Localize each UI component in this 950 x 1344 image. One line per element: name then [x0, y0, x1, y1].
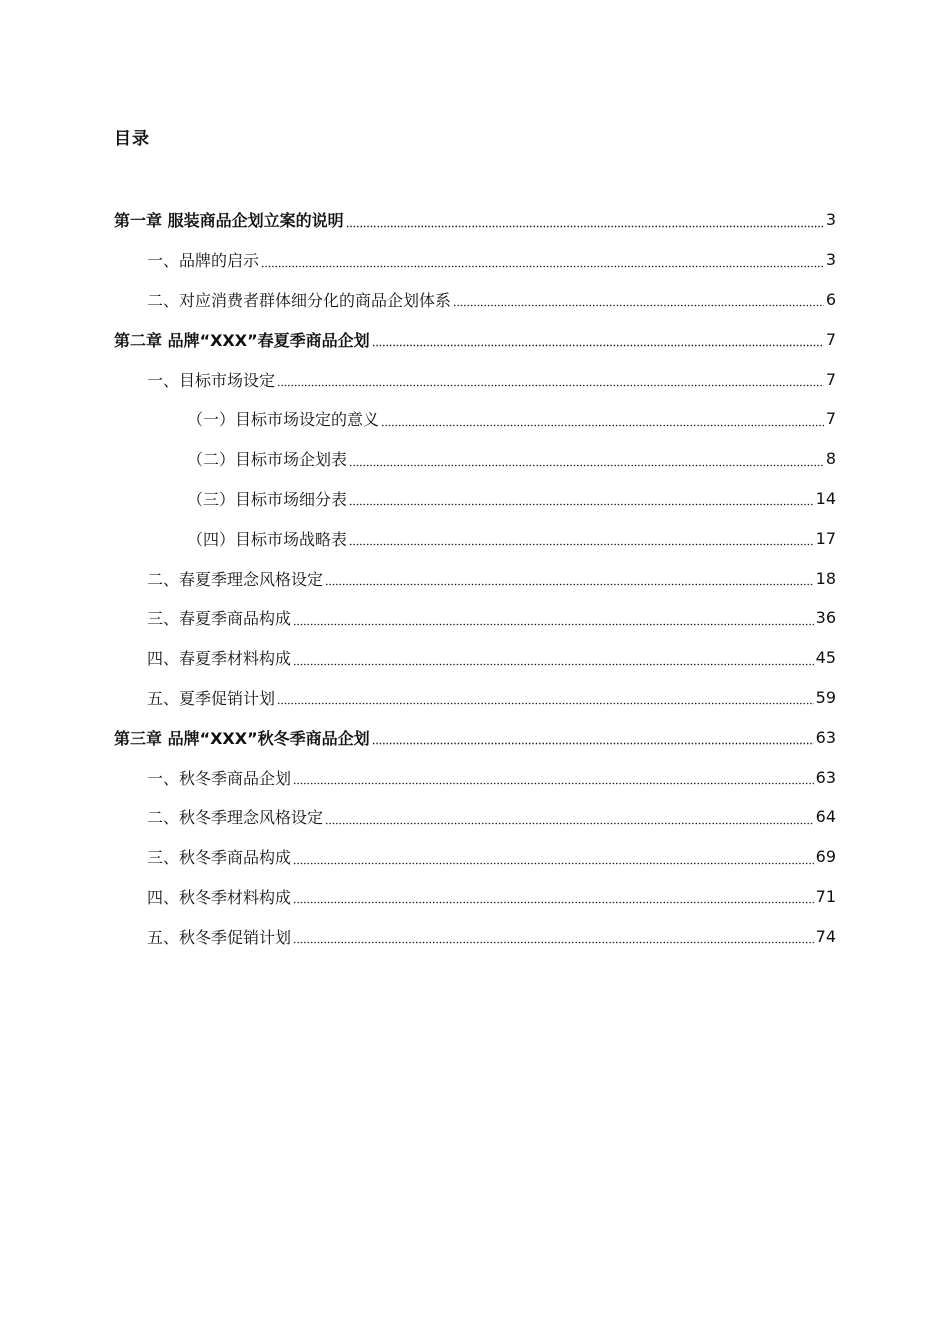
toc-entry-label: 二、对应消费者群体细分化的商品企划体系	[147, 290, 452, 310]
toc-entry-label: （二）目标市场企划表	[187, 450, 348, 470]
toc-entry-label: （一）目标市场设定的意义	[187, 410, 380, 430]
toc-entry-page-number: 3	[825, 250, 836, 270]
toc-entry[interactable]	[0, 359, 950, 399]
toc-entry-page-number: 74	[815, 926, 836, 946]
toc-entry-page-number: 6	[825, 289, 836, 309]
toc-dot-leader	[381, 415, 824, 427]
toc-dot-leader	[277, 693, 814, 705]
toc-entry[interactable]	[0, 200, 950, 240]
toc-entry-page-number: 45	[815, 648, 836, 668]
toc-entry[interactable]	[0, 678, 950, 718]
toc-entry-label: 二、秋冬季理念风格设定	[147, 808, 324, 828]
toc-entry[interactable]	[0, 558, 950, 598]
toc-entry-label: 五、夏季促销计划	[147, 688, 276, 708]
toc-entry-page-number: 59	[815, 687, 836, 707]
toc-entry[interactable]	[0, 240, 950, 280]
toc-entry[interactable]	[0, 837, 950, 877]
toc-entry-page-number: 64	[815, 807, 836, 827]
toc-dot-leader	[349, 534, 814, 546]
toc-entry-label: 三、春夏季商品构成	[147, 609, 292, 629]
toc-entry[interactable]	[0, 757, 950, 797]
toc-entry-label: 一、目标市场设定	[147, 370, 276, 390]
toc-entry-page-number: 18	[815, 568, 836, 588]
toc-dot-leader	[293, 773, 814, 785]
toc-dot-leader	[277, 375, 824, 387]
toc-dot-leader	[325, 813, 814, 825]
toc-entry[interactable]	[0, 399, 950, 439]
toc-dot-leader	[349, 455, 824, 467]
toc-entry-page-number: 8	[825, 449, 836, 469]
toc-entry[interactable]	[0, 280, 950, 320]
toc-dot-leader	[293, 892, 814, 904]
toc-dot-leader	[349, 494, 814, 506]
toc-entry-label: 一、品牌的启示	[147, 251, 260, 271]
toc-entry[interactable]	[0, 598, 950, 638]
toc-entry-label: 四、春夏季材料构成	[147, 649, 292, 669]
toc-entry-page-number: 63	[815, 727, 836, 747]
toc-entry-label: （四）目标市场战略表	[187, 529, 348, 549]
toc-entry-label: 第三章 品牌“XXX”秋冬季商品企划	[114, 728, 370, 748]
toc-entry[interactable]	[0, 638, 950, 678]
toc-entry[interactable]	[0, 518, 950, 558]
toc-dot-leader	[293, 614, 814, 626]
toc-entry-label: 一、秋冬季商品企划	[147, 768, 292, 788]
toc-entry-page-number: 3	[825, 210, 836, 230]
toc-entry-page-number: 69	[815, 847, 836, 867]
toc-dot-leader	[293, 932, 814, 944]
toc-entry-label: （三）目标市场细分表	[187, 489, 348, 509]
toc-entry[interactable]	[0, 439, 950, 479]
toc-entry[interactable]	[0, 797, 950, 837]
toc-entry-page-number: 71	[815, 886, 836, 906]
toc-entry-page-number: 36	[815, 608, 836, 628]
toc-entry-label: 四、秋冬季材料构成	[147, 887, 292, 907]
toc-entry[interactable]	[0, 877, 950, 917]
toc-dot-leader	[293, 853, 814, 865]
toc-entry[interactable]	[0, 479, 950, 519]
toc-entry-page-number: 7	[825, 409, 836, 429]
toc-entry-label: 五、秋冬季促销计划	[147, 927, 292, 947]
toc-entry-label: 三、秋冬季商品构成	[147, 848, 292, 868]
toc-entry-label: 第二章 品牌“XXX”春夏季商品企划	[114, 330, 370, 350]
toc-dot-leader	[325, 574, 814, 586]
toc-dot-leader	[372, 335, 824, 347]
toc-entry[interactable]	[0, 916, 950, 956]
toc-entry-page-number: 7	[825, 369, 836, 389]
toc-entry-page-number: 63	[815, 767, 836, 787]
toc-dot-leader	[261, 256, 824, 268]
toc-dot-leader	[372, 733, 814, 745]
toc-list	[0, 200, 950, 956]
toc-entry-page-number: 7	[825, 329, 836, 349]
toc-title: 目录	[114, 129, 150, 149]
toc-entry[interactable]	[0, 717, 950, 757]
toc-entry-label: 第一章 服装商品企划立案的说明	[114, 211, 344, 231]
toc-entry-label: 二、春夏季理念风格设定	[147, 569, 324, 589]
toc-dot-leader	[346, 216, 824, 228]
toc-dot-leader	[453, 295, 824, 307]
toc-entry-page-number: 14	[815, 488, 836, 508]
toc-entry-page-number: 17	[815, 528, 836, 548]
toc-dot-leader	[293, 654, 814, 666]
toc-entry[interactable]	[0, 319, 950, 359]
